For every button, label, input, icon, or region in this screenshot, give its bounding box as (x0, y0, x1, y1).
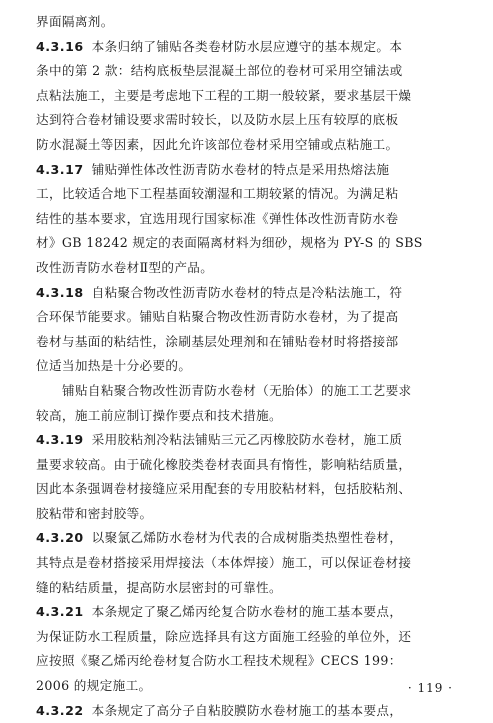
line-text: 缝的粘结质量，提高防水层密封的可靠性。 (36, 579, 282, 595)
line-text: 铺贴弹性体改性沥青防水卷材的特点是采用热熔法施 (91, 161, 390, 177)
line-text: 界面隔离剂。 (36, 14, 114, 29)
text-line (36, 182, 466, 207)
text-line (36, 600, 466, 625)
clause-number: 4.3.17 (36, 161, 84, 177)
line-text: 位适当加热是十分必要的。 (36, 358, 192, 374)
line-text: 量要求较高。由于硫化橡胶类卷材表面具有惰性，影响粘结质量， (36, 456, 412, 472)
text-line (36, 379, 466, 404)
text-line (36, 330, 466, 355)
text-line (36, 699, 466, 723)
text-line (36, 158, 466, 183)
line-text: 为保证防水工程质量，除应选择具有这方面施工经验的单位外，还 (36, 628, 412, 644)
line-text: 采用胶粘剂冷粘法铺贴三元乙丙橡胶防水卷材，施工质 (91, 432, 403, 448)
text-line (36, 576, 466, 601)
clause-number: 4.3.16 (36, 38, 84, 54)
line-text: 自粘聚合物改性沥青防水卷材的特点是冷粘法施工，符 (91, 284, 403, 300)
text-line (36, 133, 466, 158)
line-text: 材》GB 18242 规定的表面隔离材料为细砂，规格为 PY-S 的 SBS (36, 235, 423, 251)
line-text: 达到符合卷材铺设要求需时较长，以及防水层上压有较厚的底板 (36, 112, 399, 128)
clause-number: 4.3.20 (36, 530, 84, 546)
text-line (36, 674, 466, 699)
text-line (36, 354, 466, 379)
line-text: 胶粘带和密封胶等。 (36, 505, 153, 521)
text-line (36, 305, 466, 330)
line-text: 合环保节能要求。铺贴自粘聚合物改性沥青防水卷材，为了提高 (36, 309, 399, 325)
line-text: 条中的第 2 款：结构底板垫层混凝土部位的卷材可采用空铺法或 (36, 63, 403, 79)
text-line (36, 404, 466, 429)
text-line (36, 477, 466, 502)
clause-number: 4.3.18 (36, 284, 84, 300)
text-line (36, 35, 466, 60)
line-text: 结性的基本要求，宜选用现行国家标准《弹性体改性沥青防水卷 (36, 210, 399, 226)
line-text: 应按照《聚乙烯丙纶卷材复合防水工程技术规程》CECS 199： (36, 653, 402, 669)
line-text: 卷材与基面的粘结性，涂刷基层处理剂和在铺贴卷材时将搭接部 (36, 333, 399, 349)
clause-number: 4.3.21 (36, 604, 84, 620)
line-text: 本条归纳了铺贴各类卷材防水层应遵守的基本规定。本 (91, 38, 403, 54)
text-line (36, 84, 466, 109)
text-line (36, 625, 466, 650)
text-line (36, 59, 466, 84)
text-line (36, 207, 466, 232)
line-text: 2006 的规定施工。 (36, 678, 152, 694)
clause-number: 4.3.19 (36, 432, 84, 448)
line-text: 点粘法施工，主要是考虑地下工程的工期一般较紧，要求基层干燥 (36, 87, 412, 103)
page-number: · 119 · (407, 681, 453, 695)
text-line (36, 526, 466, 551)
clause-number: 4.3.22 (36, 702, 84, 718)
text-line (36, 649, 466, 674)
text-line (36, 231, 466, 256)
line-text: 防水混凝土等因素，因此允许该部位卷材采用空铺或点粘施工。 (36, 136, 399, 152)
line-text: 工，比较适合地下工程基面较潮湿和工期较紧的情况。为满足粘 (36, 186, 399, 202)
document-page (36, 10, 466, 723)
line-text: 本条规定了高分子自粘胶膜防水卷材施工的基本要点， (91, 702, 403, 718)
text-line (36, 551, 466, 576)
line-text: 本条规定了聚乙烯丙纶复合防水卷材的施工基本要点， (91, 604, 403, 620)
line-text: 改性沥青防水卷材Ⅱ型的产品。 (36, 259, 214, 275)
text-line (36, 281, 466, 306)
text-line (36, 502, 466, 527)
text-line (36, 108, 466, 133)
text-line (36, 453, 466, 478)
text-line (36, 10, 466, 35)
line-text: 其特点是卷材搭接采用焊接法（本体焊接）施工，可以保证卷材接 (36, 555, 412, 571)
line-text: 铺贴自粘聚合物改性沥青防水卷材（无胎体）的施工工艺要求 (62, 382, 412, 398)
line-text: 因此本条强调卷材接缝应采用配套的专用胶粘材料，包括胶粘剂、 (36, 481, 412, 497)
line-text: 较高，施工前应制订操作要点和技术措施。 (36, 407, 282, 423)
line-text: 以聚氯乙烯防水卷材为代表的合成树脂类热塑性卷材， (91, 530, 403, 546)
text-line (36, 256, 466, 281)
text-line (36, 428, 466, 453)
